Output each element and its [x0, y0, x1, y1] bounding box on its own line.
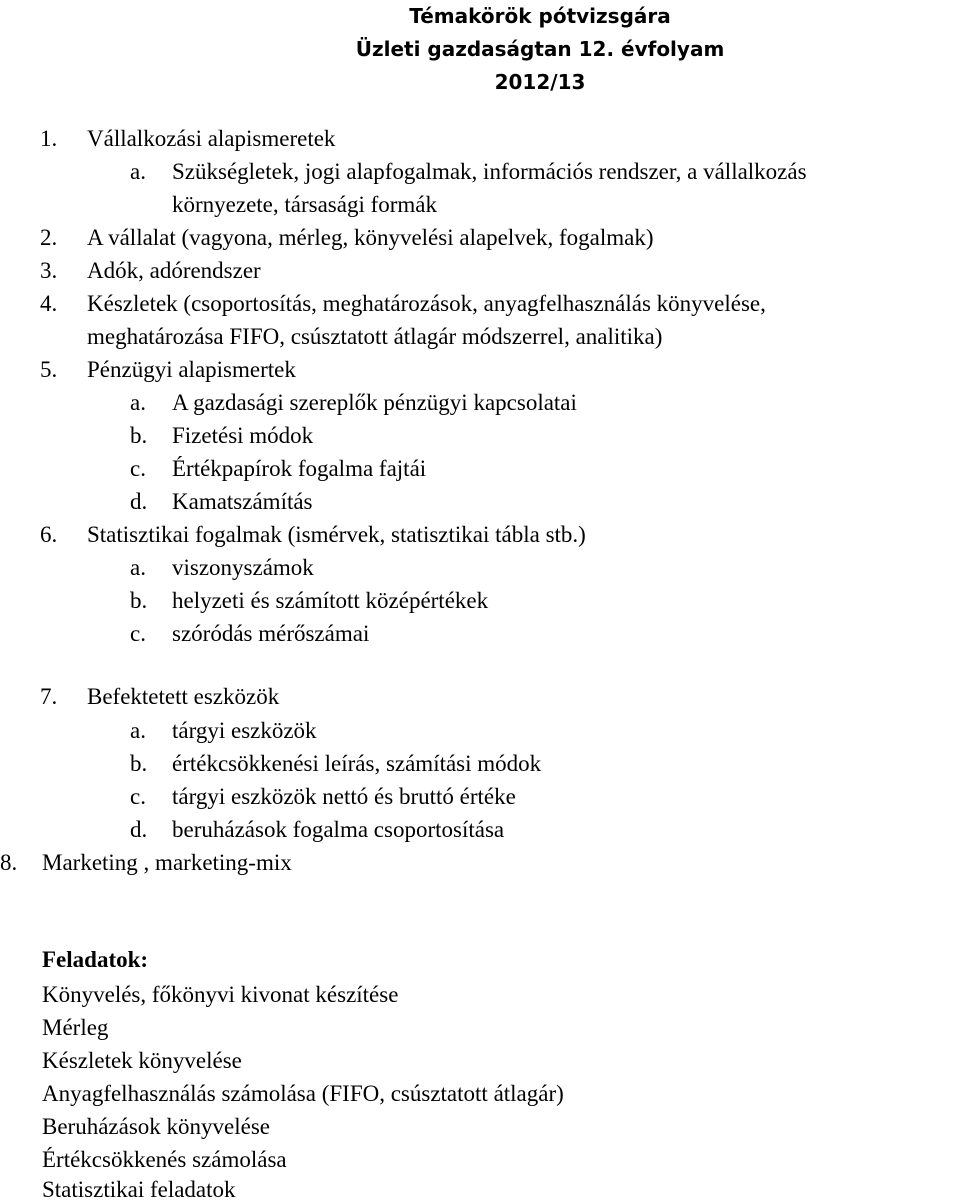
topic-number: 7. [40, 684, 58, 709]
subtopic-letter: b. [130, 588, 148, 613]
header-year: 2012/13 [494, 70, 586, 94]
subtopic-text: Fizetési módok [172, 423, 314, 448]
topic-text: A vállalat (vagyona, mérleg, könyvelési alapelvek, fogalmak) [87, 225, 654, 250]
subtopic-text: tárgyi eszközök nettó és bruttó értéke [172, 784, 516, 809]
task-item: Statisztikai feladatok [42, 1177, 236, 1202]
subtopic-text: A gazdasági szereplők pénzügyi kapcsolatai [172, 390, 577, 415]
topic-text: Készletek (csoportosítás, meghatározások, anyagfelhasználás könyvelése, [87, 291, 766, 316]
topic-number: 3. [40, 258, 58, 283]
topic-text: Pénzügyi alapismertek [87, 357, 296, 382]
subtopic-text: viszonyszámok [172, 555, 314, 580]
subtopic-letter: a. [130, 159, 146, 184]
subtopic-continuation: környezete, társasági formák [172, 192, 438, 217]
subtopic-letter: c. [130, 621, 146, 646]
topic-number: 2. [40, 225, 58, 250]
subtopic-letter: b. [130, 423, 148, 448]
task-item: Beruházások könyvelése [42, 1114, 271, 1139]
subtopic-text: Értékpapírok fogalma fajtái [172, 456, 427, 481]
subtopic-letter: d. [130, 817, 148, 842]
header-subtitle: Üzleti gazdaságtan 12. évfolyam [355, 37, 725, 61]
topic-text: Vállalkozási alapismeretek [87, 126, 336, 151]
tasks-title: Feladatok: [42, 947, 149, 972]
topic-number: 4. [40, 291, 58, 316]
subtopic-letter: c. [130, 456, 146, 481]
header-title: Témakörök pótvizsgára [409, 4, 671, 28]
task-item: Könyvelés, főkönyvi kivonat készítése [42, 982, 399, 1007]
topic-number: 8. [0, 850, 18, 875]
subtopic-text: beruházások fogalma csoportosítása [172, 817, 505, 842]
subtopic-text: helyzeti és számított középértékek [172, 588, 489, 613]
task-item: Anyagfelhasználás számolása (FIFO, csúsztatott átlagár) [42, 1081, 564, 1106]
topic-number: 5. [40, 357, 58, 382]
task-item: Értékcsökkenés számolása [42, 1147, 287, 1172]
topic-text: Statisztikai fogalmak (ismérvek, statisztikai tábla stb.) [87, 522, 586, 547]
topic-continuation: meghatározása FIFO, csúsztatott átlagár módszerrel, analitika) [87, 324, 663, 349]
task-item: Készletek könyvelése [42, 1048, 242, 1073]
topic-text: Befektetett eszközök [87, 684, 280, 709]
subtopic-letter: b. [130, 751, 148, 776]
topic-number: 1. [40, 126, 58, 151]
subtopic-text: tárgyi eszközök [172, 718, 317, 743]
subtopic-text: értékcsökkenési leírás, számítási módok [172, 751, 542, 776]
topic-number: 6. [40, 522, 58, 547]
subtopic-text: Szükségletek, jogi alapfogalmak, információs rendszer, a vállalkozás [172, 159, 807, 184]
subtopic-letter: c. [130, 784, 146, 809]
subtopic-letter: a. [130, 718, 146, 743]
subtopic-letter: a. [130, 555, 146, 580]
topic-text: Adók, adórendszer [87, 258, 261, 283]
document-header [0, 0, 960, 99]
subtopic-text: Kamatszámítás [172, 489, 313, 514]
task-item: Mérleg [42, 1015, 109, 1040]
topic-text: Marketing , marketing-mix [42, 850, 292, 875]
subtopic-letter: a. [130, 390, 146, 415]
subtopic-letter: d. [130, 489, 148, 514]
subtopic-text: szóródás mérőszámai [172, 621, 370, 646]
